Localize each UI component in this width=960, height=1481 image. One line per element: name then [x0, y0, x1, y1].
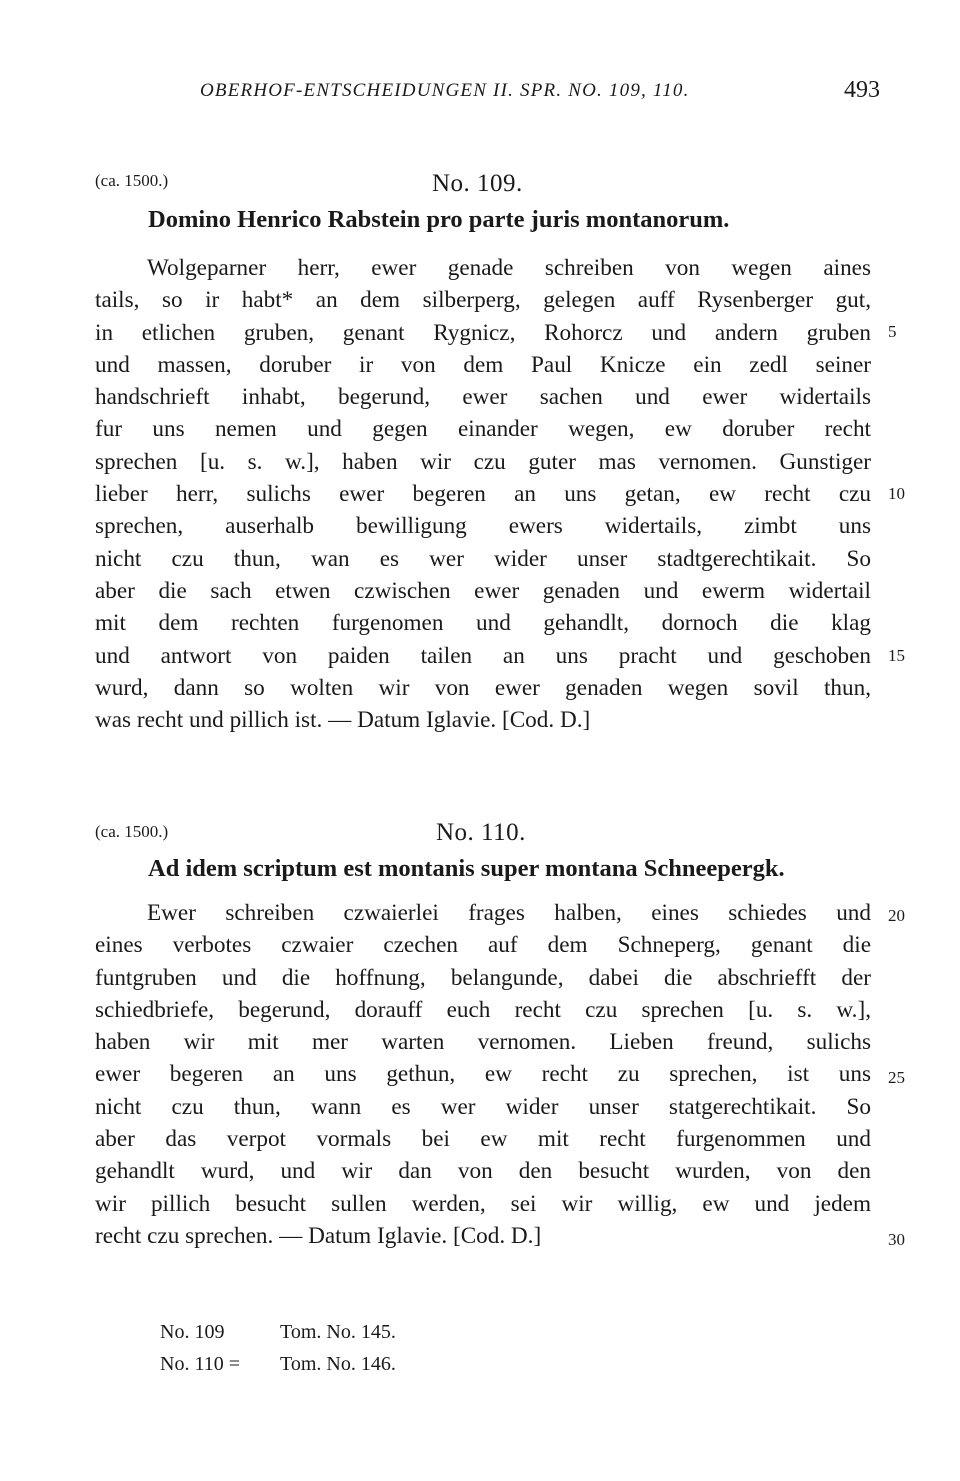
- text-line: sprechen [u. s. w.], haben wir czu guter mas vernomen. Gunstiger: [95, 448, 871, 475]
- text-line: wurd, dann so wolten wir von ewer genaden wegen sovil thun,: [95, 674, 871, 701]
- line-number: 15: [888, 646, 905, 665]
- doc109-title: Domino Henrico Rabstein pro parte juris montanorum.: [148, 206, 730, 233]
- text-line: handschrieft inhabt, begerund, ewer sachen und ewer widertails: [95, 384, 871, 411]
- text-line: aber die sach etwen czwischen ewer genaden und ewerm widertail: [95, 577, 871, 604]
- footnote-right: Tom. No. 145.: [280, 1321, 396, 1343]
- doc109-date: (ca. 1500.): [95, 171, 169, 190]
- doc109-number: No. 109.: [432, 170, 523, 197]
- text-line: eines verbotes czwaier czechen auf dem Schneperg, genant die: [95, 932, 871, 959]
- text-line: mit dem rechten furgenomen und gehandlt, dornoch die klag: [95, 610, 871, 637]
- running-title: OBERHOF-ENTSCHEIDUNGEN II. SPR. NO. 109, 110.: [200, 80, 690, 101]
- footnote: [160, 1348, 396, 1380]
- footnote-right: Tom. No. 146.: [280, 1353, 396, 1375]
- line-number: 30: [888, 1230, 905, 1249]
- footnotes: [160, 1316, 396, 1380]
- text-line: nicht czu thun, wan es wer wider unser stadtgerechtikait. So: [95, 545, 871, 572]
- text-line: lieber herr, sulichs ewer begeren an uns getan, ew recht czu: [95, 481, 871, 508]
- doc110-number: No. 110.: [436, 819, 526, 846]
- text-line: und antwort von paiden tailen an uns pracht und geschoben: [95, 642, 871, 669]
- footnote-left: No. 109: [160, 1321, 225, 1343]
- footnote-left: No. 110 =: [160, 1353, 240, 1375]
- text-line: fur uns nemen und gegen einander wegen, ew doruber recht: [95, 416, 871, 443]
- text-line: nicht czu thun, wann es wer wider unser statgerechtikait. So: [95, 1093, 871, 1120]
- line-number: 10: [888, 484, 905, 503]
- text-line: in etlichen gruben, genant Rygnicz, Rohorcz und andern gruben: [95, 319, 871, 346]
- doc109-body: [95, 252, 871, 736]
- text-line: aber das verpot vormals bei ew mit recht furgenommen und: [95, 1126, 871, 1153]
- doc110-body: [95, 897, 871, 1252]
- text-line: gehandlt wurd, und wir dan von den besucht wurden, von den: [95, 1158, 871, 1185]
- doc110-date: (ca. 1500.): [95, 822, 169, 841]
- text-line: was recht und pillich ist. — Datum Iglavie. [Cod. D.]: [95, 707, 591, 734]
- text-line: recht czu sprechen. — Datum Iglavie. [Cod. D.]: [95, 1222, 542, 1249]
- text-line: tails, so ir habt* an dem silberperg, gelegen auff Rysenberger gut,: [95, 287, 871, 314]
- line-number: 5: [888, 322, 897, 341]
- text-line: haben wir mit mer warten vernomen. Lieben freund, sulichs: [95, 1029, 871, 1056]
- text-line: funtgruben und die hoffnung, belangunde, dabei die abschriefft der: [95, 964, 871, 991]
- text-line: wir pillich besucht sullen werden, sei wir willig, ew und jedem: [95, 1190, 871, 1217]
- line-number: 25: [888, 1068, 905, 1087]
- text-line: schiedbriefe, begerund, dorauff euch recht czu sprechen [u. s. w.],: [95, 996, 871, 1023]
- doc110-title: Ad idem scriptum est montanis super montana Schneepergk.: [148, 855, 785, 882]
- running-header: [200, 77, 880, 114]
- page-number: 493: [844, 77, 880, 103]
- line-number: 20: [888, 906, 905, 925]
- footnote: [160, 1316, 396, 1348]
- text-line: ewer begeren an uns gethun, ew recht zu sprechen, ist uns: [95, 1061, 871, 1088]
- text-line: Ewer schreiben czwaierlei frages halben, eines schiedes und: [147, 900, 871, 926]
- text-line: sprechen, auserhalb bewilligung ewers widertails, zimbt uns: [95, 513, 871, 540]
- text-line: und massen, doruber ir von dem Paul Knicze ein zedl seiner: [95, 351, 871, 378]
- text-line: Wolgeparner herr, ewer genade schreiben von wegen aines: [147, 255, 871, 281]
